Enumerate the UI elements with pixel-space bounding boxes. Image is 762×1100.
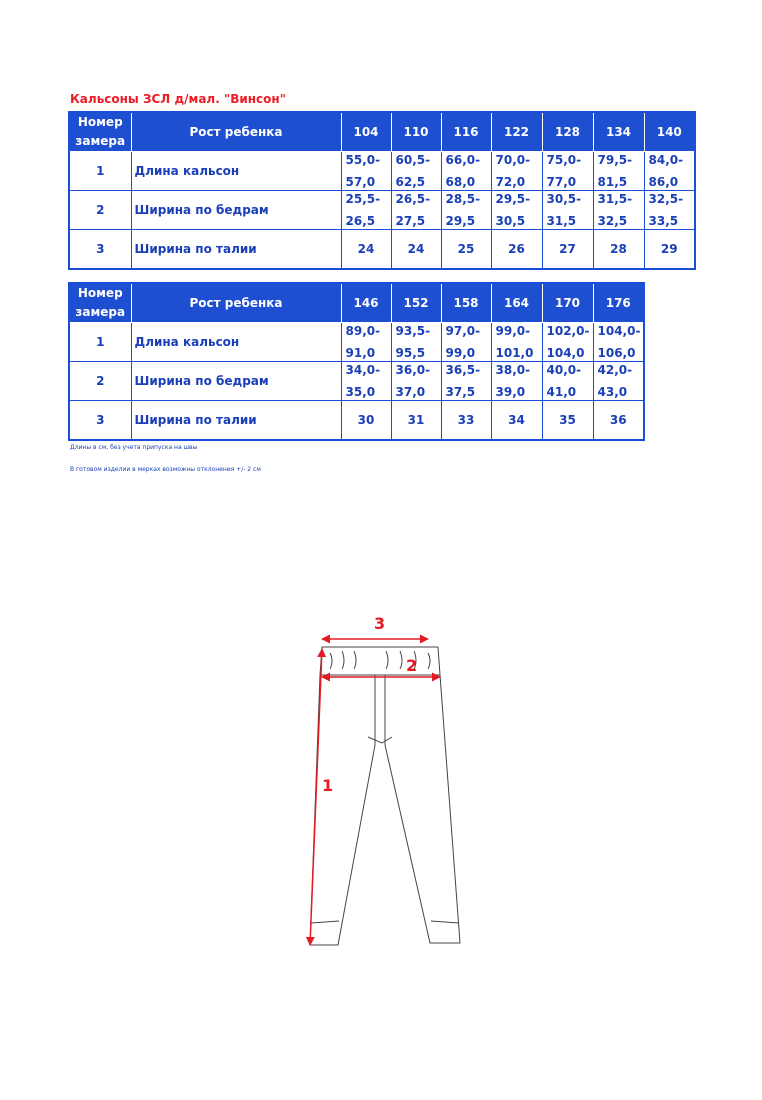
row-number: 1 xyxy=(69,152,131,191)
size-table-1 xyxy=(68,111,696,270)
value-cell: 24 xyxy=(391,230,441,269)
table-row xyxy=(69,191,695,230)
header-size: 140 xyxy=(644,112,695,152)
value-cell: 27 xyxy=(542,230,593,269)
value-cell: 97,0- 99,0 xyxy=(441,323,491,362)
value-cell: 60,5- 62,5 xyxy=(391,152,441,191)
value-cell: 25,5- 26,5 xyxy=(341,191,391,230)
value-cell: 36,5- 37,5 xyxy=(441,362,491,401)
value-cell: 93,5- 95,5 xyxy=(391,323,441,362)
header-size: 164 xyxy=(491,283,542,323)
header-size: 122 xyxy=(491,112,542,152)
row-label: Ширина по бедрам xyxy=(131,362,341,401)
row-label: Длина кальсон xyxy=(131,323,341,362)
value-cell: 24 xyxy=(341,230,391,269)
header-size: 116 xyxy=(441,112,491,152)
value-cell: 31 xyxy=(391,401,441,440)
table-row xyxy=(69,323,644,362)
value-cell: 26,5- 27,5 xyxy=(391,191,441,230)
header-size: 152 xyxy=(391,283,441,323)
value-cell: 34 xyxy=(491,401,542,440)
row-label: Ширина по бедрам xyxy=(131,191,341,230)
value-cell: 89,0- 91,0 xyxy=(341,323,391,362)
table-row xyxy=(69,401,644,440)
value-cell: 55,0- 57,0 xyxy=(341,152,391,191)
header-number: Номер замера xyxy=(69,112,131,152)
value-cell: 30 xyxy=(341,401,391,440)
value-cell: 30,5- 31,5 xyxy=(542,191,593,230)
row-number: 3 xyxy=(69,230,131,269)
row-number: 3 xyxy=(69,401,131,440)
value-cell: 102,0- 104,0 xyxy=(542,323,593,362)
header-height: Рост ребенка xyxy=(131,112,341,152)
header-size: 128 xyxy=(542,112,593,152)
value-cell: 36,0- 37,0 xyxy=(391,362,441,401)
row-label: Ширина по талии xyxy=(131,230,341,269)
value-cell: 38,0- 39,0 xyxy=(491,362,542,401)
value-cell: 32,5- 33,5 xyxy=(644,191,695,230)
value-cell: 36 xyxy=(593,401,644,440)
row-label: Ширина по талии xyxy=(131,401,341,440)
value-cell: 42,0- 43,0 xyxy=(593,362,644,401)
header-size: 134 xyxy=(593,112,644,152)
row-number: 1 xyxy=(69,323,131,362)
table-header-row xyxy=(69,112,695,152)
header-size: 104 xyxy=(341,112,391,152)
header-size: 170 xyxy=(542,283,593,323)
table-row xyxy=(69,230,695,269)
value-cell: 84,0- 86,0 xyxy=(644,152,695,191)
value-cell: 25 xyxy=(441,230,491,269)
header-number: Номер замера xyxy=(69,283,131,323)
header-size: 158 xyxy=(441,283,491,323)
value-cell: 40,0- 41,0 xyxy=(542,362,593,401)
header-size: 176 xyxy=(593,283,644,323)
document-title: Кальсоны ЗСЛ д/мал. "Винсон" xyxy=(70,92,286,106)
measure-line-1 xyxy=(310,649,322,945)
measure-label-2: 2 xyxy=(406,656,418,675)
value-cell: 26 xyxy=(491,230,542,269)
value-cell: 29 xyxy=(644,230,695,269)
header-size: 110 xyxy=(391,112,441,152)
value-cell: 35 xyxy=(542,401,593,440)
value-cell: 75,0- 77,0 xyxy=(542,152,593,191)
size-table-2 xyxy=(68,282,645,441)
table-row xyxy=(69,362,644,401)
measure-label-3: 3 xyxy=(374,614,386,633)
value-cell: 31,5- 32,5 xyxy=(593,191,644,230)
value-cell: 34,0- 35,0 xyxy=(341,362,391,401)
row-number: 2 xyxy=(69,362,131,401)
value-cell: 29,5- 30,5 xyxy=(491,191,542,230)
table-row xyxy=(69,152,695,191)
value-cell: 70,0- 72,0 xyxy=(491,152,542,191)
value-cell: 28,5- 29,5 xyxy=(441,191,491,230)
value-cell: 79,5- 81,5 xyxy=(593,152,644,191)
row-number: 2 xyxy=(69,191,131,230)
row-label: Длина кальсон xyxy=(131,152,341,191)
note-seam-allowance: Длины в см, без учета припуска на швы xyxy=(70,444,198,451)
pants-measurement-diagram xyxy=(290,605,470,955)
header-height: Рост ребенка xyxy=(131,283,341,323)
pants-outline xyxy=(310,647,460,945)
value-cell: 99,0- 101,0 xyxy=(491,323,542,362)
value-cell: 33 xyxy=(441,401,491,440)
value-cell: 104,0- 106,0 xyxy=(593,323,644,362)
value-cell: 28 xyxy=(593,230,644,269)
note-tolerance: В готовом изделии в мерках возможны отклонения +/- 2 см xyxy=(70,466,261,473)
table-header-row xyxy=(69,283,644,323)
value-cell: 66,0- 68,0 xyxy=(441,152,491,191)
header-size: 146 xyxy=(341,283,391,323)
measure-label-1: 1 xyxy=(322,776,334,795)
